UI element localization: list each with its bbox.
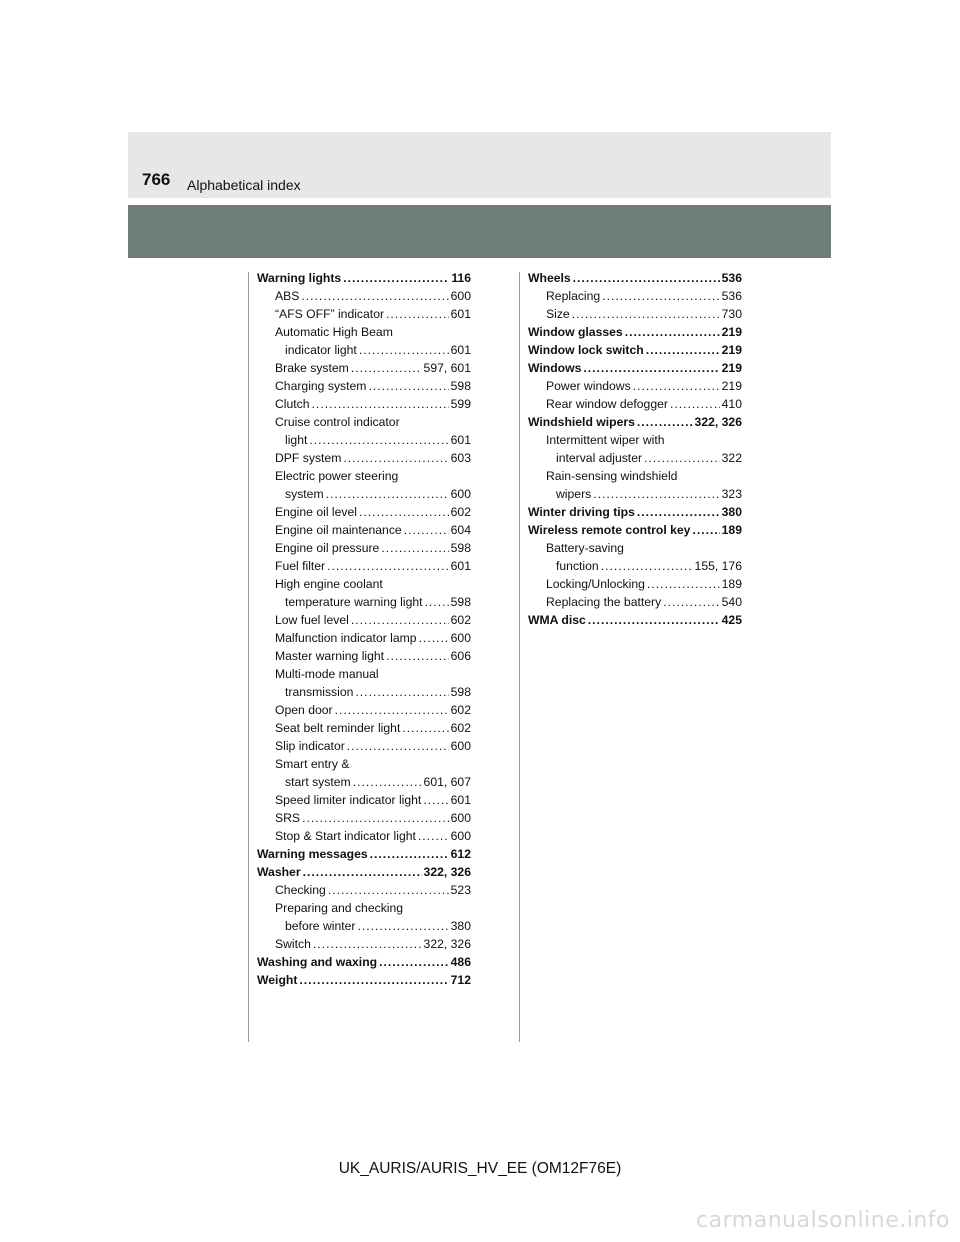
index-entry-page: 604 [450,523,471,537]
index-entry-label: ABS [275,289,300,303]
dot-leader [359,341,449,359]
index-entry-label: Fuel filter [275,559,326,573]
index-entry [528,359,742,377]
index-entry [528,269,742,287]
index-entry-label: Washing and waxing [257,955,378,969]
index-entry-page: 219 [721,325,742,339]
index-entry-label: Battery-saving [546,541,624,555]
dot-leader [386,305,449,323]
index-entry-page: 219 [721,343,742,357]
dot-leader [425,593,449,611]
dot-leader [583,359,719,377]
dot-leader [423,791,448,809]
index-entry [257,521,471,539]
index-entry [257,827,471,845]
index-entry-label: Automatic High Beam [275,325,393,339]
index-entry-page: 602 [450,703,471,717]
dot-leader [663,593,719,611]
index-entry-label: Switch [275,937,311,951]
index-entry-label: Clutch [275,397,310,411]
dot-leader [602,287,719,305]
index-entry [528,395,742,413]
index-entry-label: Seat belt reminder light [275,721,401,735]
index-entry-page: 189 [721,523,742,537]
index-entry [528,521,742,539]
dot-leader [343,269,449,287]
index-entry-page: 189 [721,577,742,591]
index-entry-label: Rain-sensing windshield [546,469,678,483]
index-entry [528,575,742,593]
index-entry [257,395,471,413]
index-entry-label: Size [546,307,570,321]
index-entry [257,611,471,629]
dot-leader [299,971,448,989]
index-entry-label: Window lock switch [528,343,644,357]
index-entry [257,647,471,665]
index-entry-label: Open door [275,703,333,717]
index-entry-label: Malfunction indicator lamp [275,631,417,645]
dot-leader [368,377,448,395]
index-entry-page: 219 [721,361,742,375]
index-entry-label: Smart entry & [275,757,350,771]
index-entry-page: 602 [450,721,471,735]
index-entry [257,737,471,755]
index-entry-label: Slip indicator [275,739,345,753]
index-entry-page: 598 [450,379,471,393]
dot-leader [328,881,449,899]
index-entry-page: 712 [450,973,471,987]
index-entry-label: Engine oil level [275,505,357,519]
index-entry [257,683,471,701]
document-code: UK_AURIS/AURIS_HV_EE (OM12F76E) [338,1160,622,1177]
index-entry [257,935,471,953]
dot-leader [573,269,720,287]
index-entry [257,287,471,305]
index-entry [257,449,471,467]
index-entry-label: Power windows [546,379,631,393]
index-entry-label: Multi-mode manual [275,667,379,681]
watermark: carmanualsonline.info [696,1208,950,1233]
index-entry-page: 598 [450,685,471,699]
index-entry [257,917,471,935]
index-entry [257,323,471,341]
left-column-rule [248,272,249,1042]
index-entry-page: 602 [450,613,471,627]
index-entry-page: 322, 326 [423,865,471,879]
index-entry-page: 601 [450,433,471,447]
index-entry [528,467,742,485]
index-entry-page: 380 [450,919,471,933]
index-entry-label: interval adjuster [556,451,643,465]
index-entry-page: 597, 601 [423,361,471,375]
index-column-right [528,269,742,629]
header-dark-band [128,205,831,258]
dot-leader [670,395,720,413]
index-entry [257,377,471,395]
index-entry-page: 410 [721,397,742,411]
index-entry-page: 322, 326 [423,937,471,951]
index-entry-label: Charging system [275,379,367,393]
dot-leader [370,845,449,863]
index-entry [257,341,471,359]
index-entry [257,485,471,503]
dot-leader [633,377,720,395]
dot-leader [343,449,448,467]
index-entry-label: transmission [285,685,354,699]
dot-leader [351,359,422,377]
index-entry-label: light [285,433,308,447]
dot-leader [647,575,720,593]
index-entry-label: DPF system [275,451,342,465]
index-entry-label: Washer [257,865,301,879]
dot-leader [381,539,448,557]
index-entry [257,791,471,809]
index-entry-page: 598 [450,541,471,555]
index-entry [528,341,742,359]
dot-leader [419,629,449,647]
index-entry [257,845,471,863]
index-entry [528,557,742,575]
dot-leader [309,431,448,449]
index-entry [257,755,471,773]
page-number: 766 [142,170,171,189]
dot-leader [355,683,448,701]
index-entry-label: Warning lights [257,271,342,285]
index-entry-page: 600 [450,487,471,501]
index-entry [257,359,471,377]
index-entry [257,503,471,521]
index-entry-label: Weight [257,973,298,987]
index-entry [257,305,471,323]
index-column-left [257,269,471,989]
index-entry-label: Wheels [528,271,571,285]
index-entry [257,899,471,917]
index-entry [528,449,742,467]
dot-leader [359,503,449,521]
dot-leader [692,521,719,539]
index-entry-page: 523 [450,883,471,897]
index-entry-page: 601 [450,307,471,321]
index-entry-page: 380 [721,505,742,519]
index-entry [257,881,471,899]
index-entry-page: 540 [721,595,742,609]
section-title: Alphabetical index [187,177,301,193]
dot-leader [313,935,422,953]
index-entry-label: Cruise control indicator [275,415,400,429]
middle-column-rule [519,272,520,1042]
index-entry-page: 612 [450,847,471,861]
index-entry [528,323,742,341]
index-entry-label: start system [285,775,351,789]
index-entry-label: Intermittent wiper with [546,433,665,447]
dot-leader [347,737,449,755]
index-entry-page: 536 [721,289,742,303]
index-entry-page: 598 [450,595,471,609]
index-entry-label: Window glasses [528,325,623,339]
index-entry-page: 601, 607 [423,775,471,789]
index-entry-page: 599 [450,397,471,411]
index-entry-label: Low fuel level [275,613,349,627]
dot-leader [625,323,720,341]
index-entry [528,287,742,305]
index-entry-label: WMA disc [528,613,586,627]
dot-leader [572,305,720,323]
dot-leader [312,395,449,413]
dot-leader [327,557,449,575]
index-entry [257,971,471,989]
index-entry [257,269,471,287]
dot-leader [353,773,422,791]
index-entry-label: Speed limiter indicator light [275,793,422,807]
index-entry [257,809,471,827]
index-entry-page: 600 [450,631,471,645]
index-entry-label: indicator light [285,343,357,357]
dot-leader [302,809,449,827]
index-entry-label: Locking/Unlocking [546,577,645,591]
index-entry [257,557,471,575]
index-entry-label: wipers [556,487,592,501]
index-entry-page: 600 [450,829,471,843]
index-entry-page: 425 [721,613,742,627]
dot-leader [335,701,449,719]
index-entry-label: before winter [285,919,356,933]
dot-leader [386,647,449,665]
index-entry [257,773,471,791]
index-entry-page: 601 [450,793,471,807]
index-entry-label: SRS [275,811,301,825]
index-entry [528,539,742,557]
dot-leader [418,827,449,845]
index-entry-label: Wireless remote control key [528,523,691,537]
index-entry [257,539,471,557]
index-entry-label: Windshield wipers [528,415,635,429]
dot-leader [637,413,693,431]
index-entry-label: Brake system [275,361,349,375]
index-entry-label: Engine oil pressure [275,541,380,555]
index-entry-label: temperature warning light [285,595,423,609]
index-entry-page: 730 [721,307,742,321]
index-entry-label: Replacing the battery [546,595,662,609]
index-entry-page: 155, 176 [694,559,742,573]
index-entry-label: “AFS OFF” indicator [275,307,385,321]
index-entry [257,701,471,719]
index-entry [528,413,742,431]
index-entry-page: 601 [450,559,471,573]
index-entry [257,863,471,881]
index-entry [257,719,471,737]
index-entry-label: Engine oil maintenance [275,523,402,537]
dot-leader [601,557,693,575]
index-entry-label: Rear window defogger [546,397,668,411]
index-entry-label: Electric power steering [275,469,399,483]
dot-leader [326,485,449,503]
dot-leader [379,953,449,971]
index-entry-label: Preparing and checking [275,901,404,915]
index-entry [528,611,742,629]
index-entry-page: 536 [721,271,742,285]
index-entry [528,503,742,521]
index-entry [528,593,742,611]
index-entry-page: 322, 326 [694,415,742,429]
dot-leader [301,287,448,305]
dot-leader [637,503,720,521]
dot-leader [588,611,720,629]
dot-leader [303,863,422,881]
index-entry [257,575,471,593]
index-entry [528,431,742,449]
index-entry [257,431,471,449]
index-entry-page: 600 [450,811,471,825]
index-entry-label: function [556,559,599,573]
index-entry-page: 602 [450,505,471,519]
index-entry-label: Checking [275,883,326,897]
dot-leader [644,449,720,467]
index-entry-page: 322 [721,451,742,465]
index-entry-label: Replacing [546,289,601,303]
index-entry-page: 486 [450,955,471,969]
index-entry [528,377,742,395]
index-entry-page: 606 [450,649,471,663]
index-entry [257,413,471,431]
index-entry-label: Stop & Start indicator light [275,829,416,843]
dot-leader [646,341,720,359]
index-entry-page: 601 [450,343,471,357]
index-entry-label: High engine coolant [275,577,383,591]
index-entry [257,467,471,485]
dot-leader [402,719,448,737]
dot-leader [404,521,449,539]
index-entry-label: system [285,487,324,501]
index-entry [257,953,471,971]
dot-leader [351,611,449,629]
index-entry [257,629,471,647]
index-entry-page: 323 [721,487,742,501]
dot-leader [593,485,719,503]
index-entry-label: Windows [528,361,582,375]
index-entry-label: Warning messages [257,847,368,861]
index-entry-label: Winter driving tips [528,505,635,519]
index-entry [528,305,742,323]
index-entry [257,665,471,683]
index-entry [528,485,742,503]
index-entry [257,593,471,611]
index-entry-page: 116 [451,271,471,285]
index-entry-page: 600 [450,289,471,303]
index-entry-page: 219 [721,379,742,393]
dot-leader [357,917,448,935]
index-entry-page: 603 [450,451,471,465]
index-entry-page: 600 [450,739,471,753]
index-entry-label: Master warning light [275,649,385,663]
